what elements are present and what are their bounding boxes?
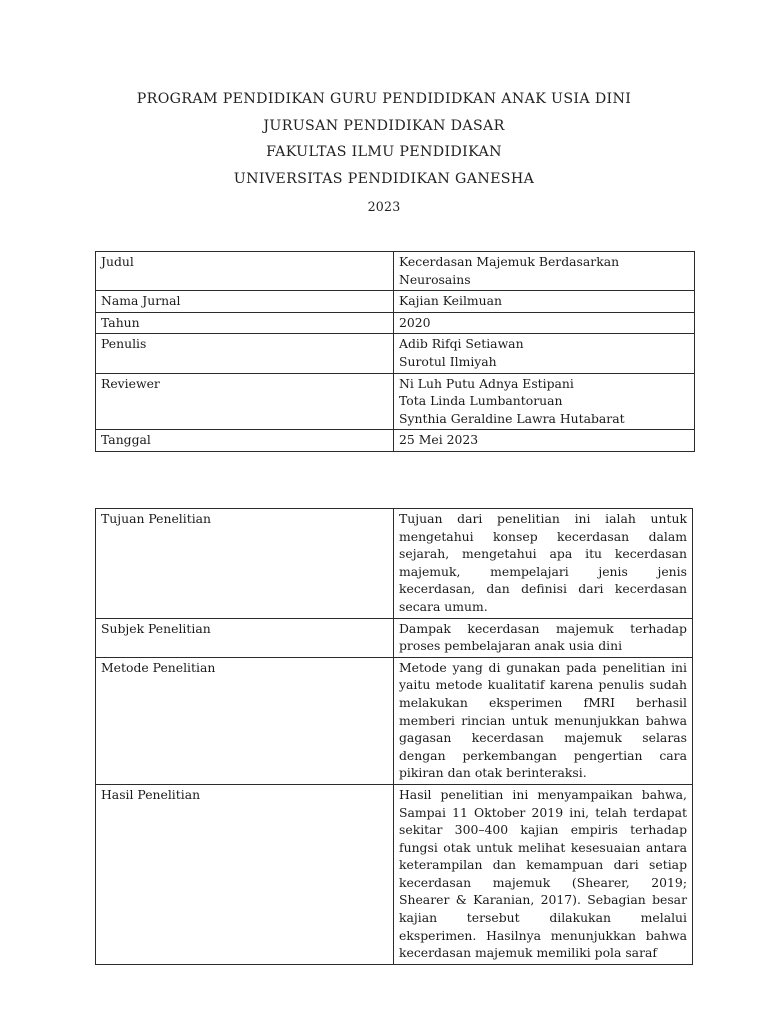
table-row: [96, 509, 693, 619]
journal-identity-table: [95, 251, 695, 452]
cell-paragraph: Dampak kecerdasan majemuk terhadap proses pembelajaran anak usia dini: [399, 620, 687, 654]
value-line: Kecerdasan Majemuk Berdasarkan: [399, 254, 620, 269]
cell-paragraph: Metode yang di gunakan pada penelitian ini yaitu metode kualitatif karena penulis sudah melakukan eksperimen fMRI berhasil memberi rincian untuk menunjukkan bahwa gagasan kecerdasan majemuk selaras dengan perkembangan pengertian cara pikiran dan otak berinteraksi.: [399, 659, 687, 781]
table-row: [96, 312, 695, 334]
row-value-tujuan-penelitian: [394, 509, 693, 619]
heading-line-3: FAKULTAS ILMU PENDIDIKAN: [266, 144, 502, 160]
table-row: [96, 334, 695, 373]
value-line: Kajian Keilmuan: [399, 293, 503, 309]
table-row: [96, 252, 695, 291]
heading-line-2: JURUSAN PENDIDIKAN DASAR: [263, 117, 505, 134]
value-line: Tota Linda Lumbantoruan: [399, 393, 563, 409]
journal-review-table: [95, 508, 693, 965]
row-label-tujuan-penelitian: Tujuan Penelitian: [96, 509, 394, 619]
heading-year: 2023: [367, 199, 401, 214]
value-line: Synthia Geraldine Lawra Hutabarat: [399, 410, 625, 426]
heading-line-4: UNIVERSITAS PENDIDIKAN GANESHA: [233, 170, 535, 187]
document-heading: [0, 86, 768, 221]
row-value-tanggal: [394, 430, 695, 452]
row-label-subjek-penelitian: Subjek Penelitian: [96, 618, 394, 657]
row-label-tahun: Tahun: [96, 312, 394, 334]
table-row: [96, 291, 695, 313]
table-row: [96, 657, 693, 784]
row-label-nama-jurnal: Nama Jurnal: [96, 291, 394, 313]
value-line: Adib Rifqi Setiawan: [399, 336, 524, 352]
row-label-reviewer: Reviewer: [96, 373, 394, 430]
row-value-hasil-penelitian: [394, 784, 693, 964]
table-row: [96, 618, 693, 657]
value-line: Neurosains: [399, 271, 471, 287]
row-value-subjek-penelitian: [394, 618, 693, 657]
row-value-penulis: [394, 334, 695, 373]
row-label-metode-penelitian: Metode Penelitian: [96, 657, 394, 784]
table-row: [96, 430, 695, 452]
row-label-judul: Judul: [96, 252, 394, 291]
table-row: [96, 784, 693, 964]
heading-line-1: PROGRAM PENDIDIKAN GURU PENDIDIDKAN ANAK USIA DINI: [136, 91, 632, 107]
row-value-metode-penelitian: [394, 657, 693, 784]
value-line: 2020: [399, 314, 431, 330]
value-line: Surotul Ilmiyah: [399, 353, 497, 369]
table-row: [96, 373, 695, 430]
cell-paragraph: Hasil penelitian ini menyampaikan bahwa, Sampai 11 Oktober 2019 ini, telah terdapat sekitar 300–400 kajian empiris terhadap fungsi otak untuk melihat kesesuaian antara keterampilan dan kemampuan dari setiap kecerdasan majemuk (Shearer, 2019; Shearer & Karanian, 2017). Sebagian besar kajian tersebut dilakukan melalui eksperimen. Hasilnya menunjukkan bahwa kecerdasan majemuk memiliki pola saraf: [399, 786, 687, 961]
row-value-reviewer: [394, 373, 695, 430]
cell-paragraph: Tujuan dari penelitian ini ialah untuk mengetahui konsep kecerdasan dalam sejarah, mengetahui apa itu kecerdasan majemuk, mempelajari jenis jenis kecerdasan, dan definisi dari kecerdasan secara umum.: [399, 511, 687, 614]
row-value-judul: [394, 252, 695, 291]
value-line: Ni Luh Putu Adnya Estipani: [399, 375, 574, 391]
row-value-tahun: [394, 312, 695, 334]
row-value-nama-jurnal: [394, 291, 695, 313]
row-label-penulis: Penulis: [96, 334, 394, 373]
row-label-tanggal: Tanggal: [96, 430, 394, 452]
row-label-hasil-penelitian: Hasil Penelitian: [96, 784, 394, 964]
value-line: 25 Mei 2023: [399, 432, 479, 448]
